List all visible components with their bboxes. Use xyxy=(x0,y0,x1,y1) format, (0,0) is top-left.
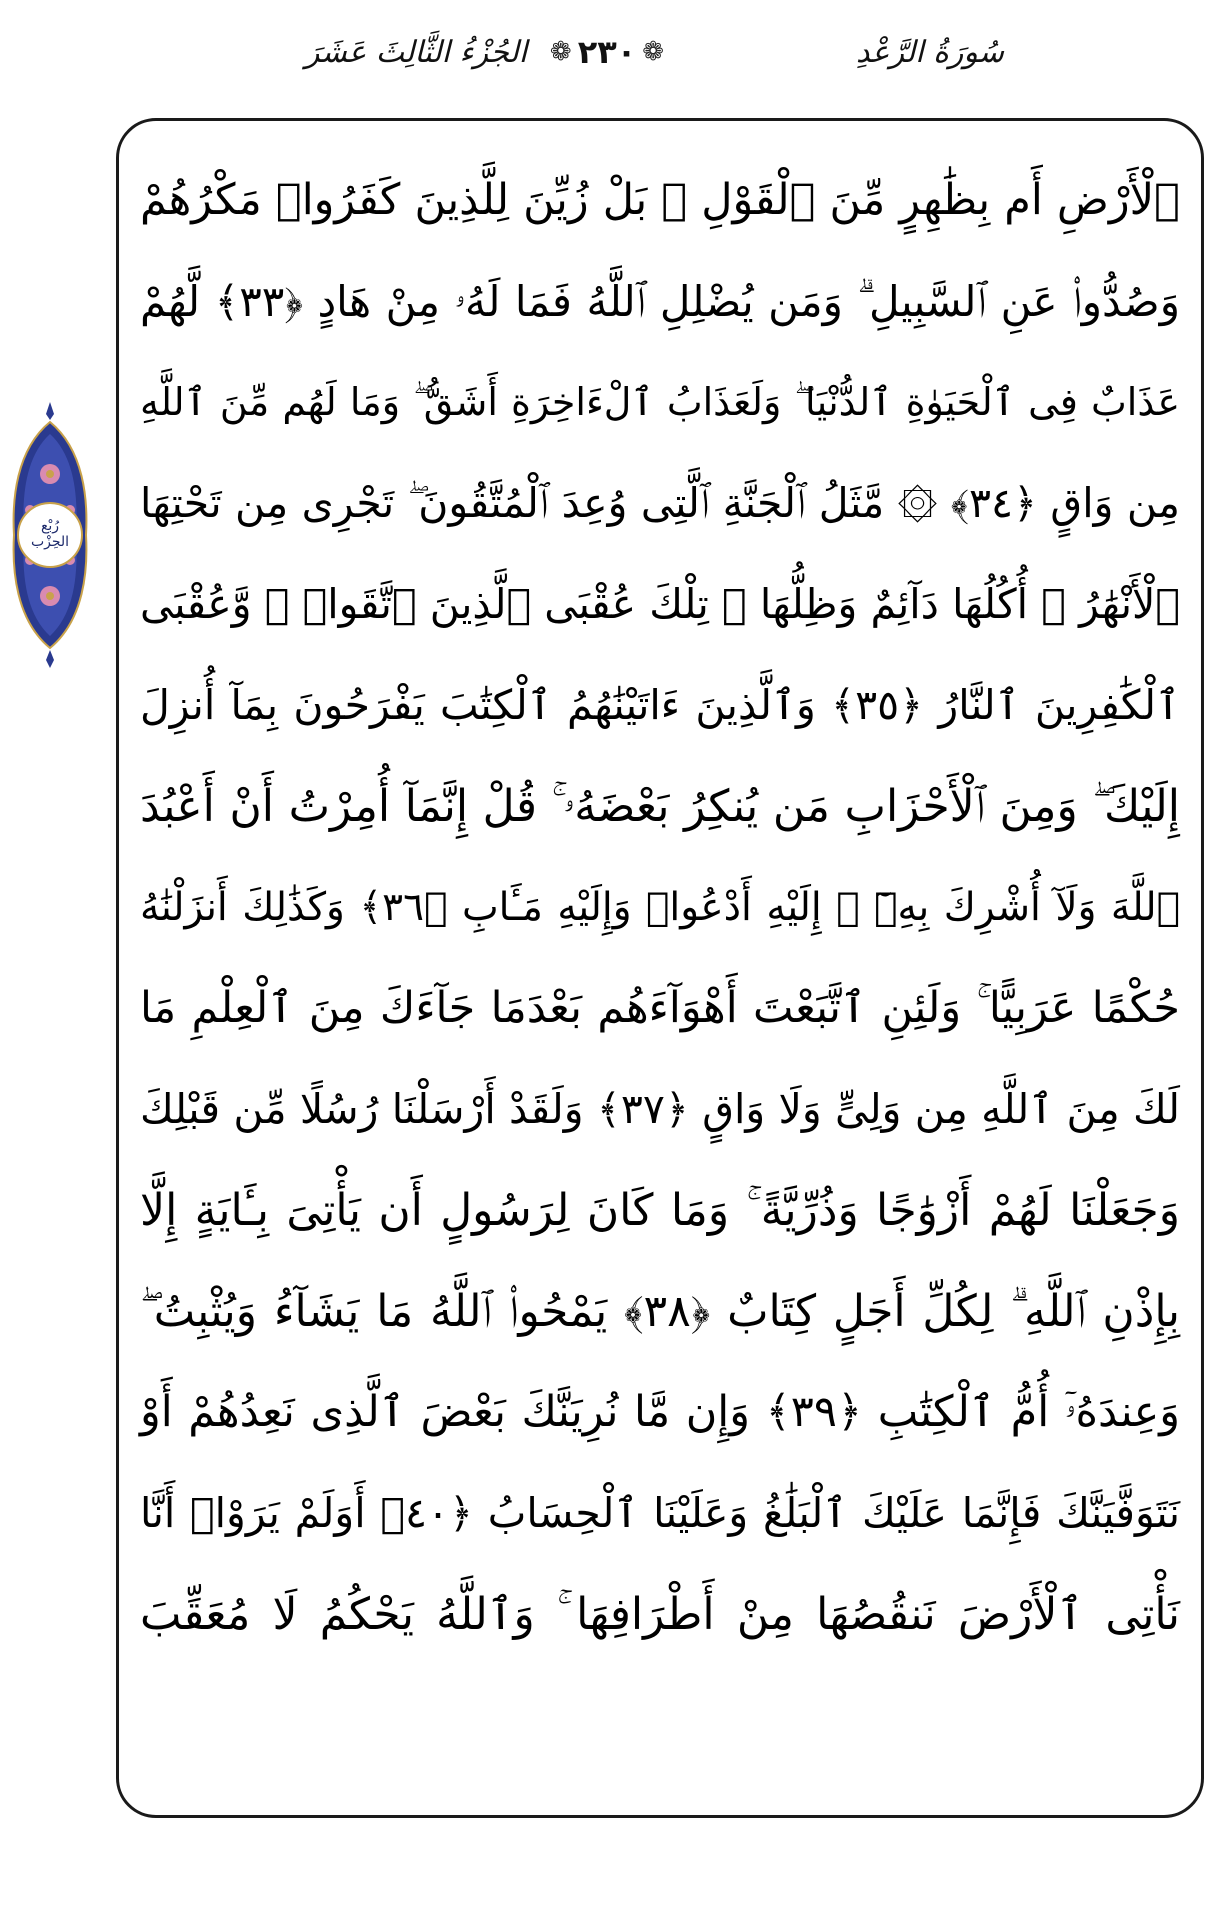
verse-line: ٱلْأَنْهَٰرُ ۖ أُكُلُهَا دَآئِمٌ وَظِلُّهَا ۚ تِلْكَ عُقْبَى ٱلَّذِينَ ٱتَّقَوا۟ ۖ وَّعُقْبَى xyxy=(140,580,1180,628)
verse-line: حُكْمًا عَرَبِيًّا ۚ وَلَئِنِ ٱتَّبَعْتَ أَهْوَآءَهُم بَعْدَمَا جَآءَكَ مِنَ ٱلْعِلْمِ مَا xyxy=(140,983,1180,1033)
ornament-right-icon: ❁ xyxy=(642,37,665,67)
verse-line: ٱلْأَرْضِ أَم بِظَٰهِرٍ مِّنَ ٱلْقَوْلِ ۗ بَلْ زُيِّنَ لِلَّذِينَ كَفَرُوا۟ مَكْرُهُمْ xyxy=(140,175,1180,225)
verse-line: مِن وَاقٍ ﴿٣٤﴾ ۞ مَّثَلُ ٱلْجَنَّةِ ٱلَّتِى وُعِدَ ٱلْمُتَّقُونَ ۖ تَجْرِى مِن تَحْتِهَا xyxy=(140,479,1180,527)
hizb-label: رُبْع الحِزْب xyxy=(30,518,70,550)
verse-line: إِلَيْكَ ۖ وَمِنَ ٱلْأَحْزَابِ مَن يُنكِرُ بَعْضَهُۥ ۚ قُلْ إِنَّمَآ أُمِرْتُ أَنْ أَعْبُدَ xyxy=(140,781,1180,832)
verse-line: لَكَ مِنَ ٱللَّهِ مِن وَلِىٍّ وَلَا وَاقٍ ﴿٣٧﴾ وَلَقَدْ أَرْسَلْنَا رُسُلًا مِّن قَبْلِكَ xyxy=(140,1085,1180,1133)
verse-line: نَأْتِى ٱلْأَرْضَ نَنقُصُهَا مِنْ أَطْرَافِهَا ۚ وَٱللَّهُ يَحْكُمُ لَا مُعَقِّبَ xyxy=(140,1589,1180,1640)
surah-title: سُورَةُ الرَّعْدِ xyxy=(855,34,1004,70)
verse-line: ٱللَّهَ وَلَآ أُشْرِكَ بِهِۦٓ ۚ إِلَيْهِ أَدْعُوا۟ وَإِلَيْهِ مَـَٔابِ ﴿٣٦﴾ وَكَذَٰلِكَ أَنزَلْنَٰهُ xyxy=(140,885,1180,930)
hizb-quarter-marker xyxy=(6,400,94,670)
verse-line: بِإِذْنِ ٱللَّهِ ۗ لِكُلِّ أَجَلٍ كِتَابٌ ﴿٣٨﴾ يَمْحُوا۟ ٱللَّهُ مَا يَشَآءُ وَيُثْبِتُ ۖ xyxy=(140,1286,1180,1337)
ornament-left-icon: ❁ xyxy=(549,37,572,67)
verses-block xyxy=(140,150,1180,1800)
verse-line: عَذَابٌ فِى ٱلْحَيَوٰةِ ٱلدُّنْيَا ۖ وَلَعَذَابُ ٱلْءَاخِرَةِ أَشَقُّ ۖ وَمَا لَهُم مِّنَ ٱللَّهِ xyxy=(140,380,1180,424)
verse-line: ٱلْكَٰفِرِينَ ٱلنَّارُ ﴿٣٥﴾ وَٱلَّذِينَ ءَاتَيْنَٰهُمُ ٱلْكِتَٰبَ يَفْرَحُونَ بِمَآ أُنزِلَ xyxy=(140,681,1180,729)
verse-line: وَعِندَهُۥٓ أُمُّ ٱلْكِتَٰبِ ﴿٣٩﴾ وَإِن مَّا نُرِيَنَّكَ بَعْضَ ٱلَّذِى نَعِدُهُمْ أَوْ xyxy=(140,1387,1180,1437)
juz-title: الجُزْءُ الثَّالِثَ عَشَرَ xyxy=(305,34,528,70)
verse-line: وَجَعَلْنَا لَهُمْ أَزْوَٰجًا وَذُرِّيَّةً ۚ وَمَا كَانَ لِرَسُولٍ أَن يَأْتِىَ بِـَٔايَةٍ إِلَّا xyxy=(140,1185,1180,1236)
verse-line: نَتَوَفَّيَنَّكَ فَإِنَّمَا عَلَيْكَ ٱلْبَلَٰغُ وَعَلَيْنَا ٱلْحِسَابُ ﴿٤٠﴾ أَوَلَمْ يَرَوْا۟ أَنَّا xyxy=(140,1489,1180,1537)
page-number: ٢٣٠ xyxy=(577,33,637,71)
page-header xyxy=(0,22,1214,82)
verse-line: وَصُدُّوا۟ عَنِ ٱلسَّبِيلِ ۗ وَمَن يُضْلِلِ ٱللَّهُ فَمَا لَهُۥ مِنْ هَادٍ ﴿٣٣﴾ لَّهُمْ xyxy=(140,277,1180,326)
page-number-group xyxy=(550,22,664,82)
